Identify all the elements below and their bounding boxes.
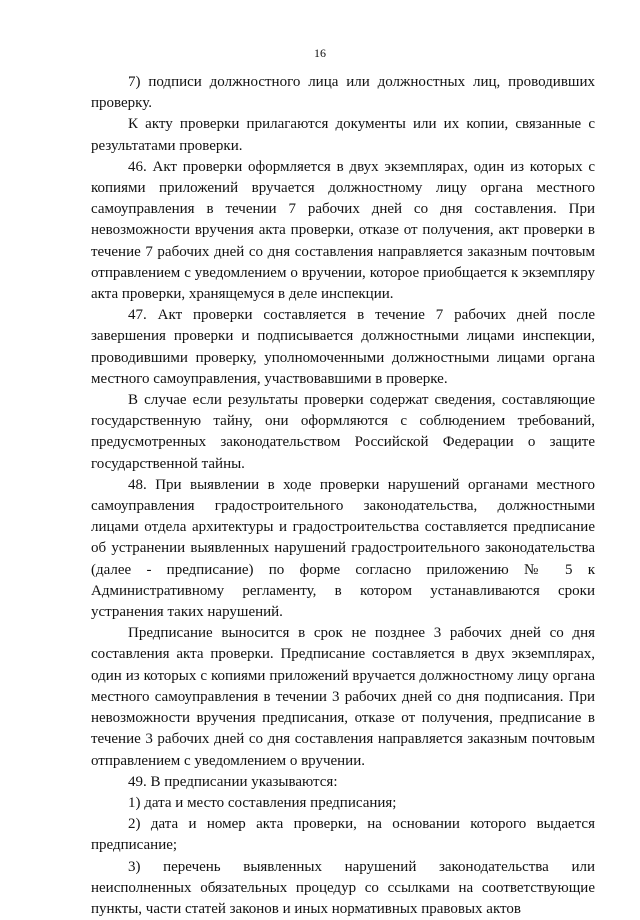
paragraph-attachments: К акту проверки прилагаются документы или их копии, связанные с результатами проверки. bbox=[91, 116, 595, 154]
paragraph-item-7-signatures: 7) подписи должностного лица или должностных лиц, проводивших проверку. bbox=[91, 74, 595, 112]
document-body bbox=[91, 72, 595, 920]
paragraph-48: 48. При выявлении в ходе проверки нарушений органами местного самоуправления градостроительного законодательства, должностными лицами отдела архитектуры и градостроительства составляется предписание об устранении выявленных нарушений градостроительного законодательства (далее - предписание) по форме согласно приложению № 5 к Административному регламенту, в котором устанавливаются сроки устранения таких нарушений. bbox=[91, 476, 595, 621]
paragraph-prescription-deadline: Предписание выносится в срок не позднее 3 рабочих дней со дня составления акта проверки. Предписание составляется в двух экземплярах, один из которых с копиями приложений вручается должностному лицу органа местного самоуправления в течении 3 рабочих дней со дня подписания. При невозможности вручения предписания, отказе от получения, предписание в течение 3 рабочих дней со дня составления направляется заказным почтовым отправлением с уведомлением о вручении. bbox=[91, 625, 595, 769]
paragraph-47: 47. Акт проверки составляется в течение 7 рабочих дней после завершения проверки и подписывается должностными лицами инспекции, проводившими проверку, уполномоченными должностными лицами органа местного самоуправления, участвовавшими в проверке. bbox=[91, 307, 595, 387]
list-item-3: 3) перечень выявленных нарушений законодательства или неисполненных обязательных процедур со ссылками на соответствующие пункты, части статей законов и иных нормативных правовых актов bbox=[91, 858, 595, 917]
list-item-1: 1) дата и место составления предписания; bbox=[128, 794, 397, 811]
paragraph-49: 49. В предписании указываются: bbox=[128, 773, 338, 790]
paragraph-46: 46. Акт проверки оформляется в двух экземплярах, один из которых с копиями приложений вручается должностному лицу органа местного самоуправления в течении 7 рабочих дней со дня составления. При невозможности вручения акта проверки, отказе от получения, акт проверки в течение 7 рабочих дней со дня составления направляется заказным почтовым отправлением с уведомлением о вручении, которое приобщается к экземпляру акта проверки, хранящемуся в деле инспекции. bbox=[91, 158, 595, 303]
page-number: 16 bbox=[314, 46, 326, 60]
paragraph-state-secret: В случае если результаты проверки содержат сведения, составляющие государственную тайну, они оформляются с соблюдением требований, предусмотренных законодательством Российской Федерации о защите государственной тайны. bbox=[91, 392, 595, 472]
list-item-2: 2) дата и номер акта проверки, на основании которого выдается предписание; bbox=[91, 816, 595, 854]
